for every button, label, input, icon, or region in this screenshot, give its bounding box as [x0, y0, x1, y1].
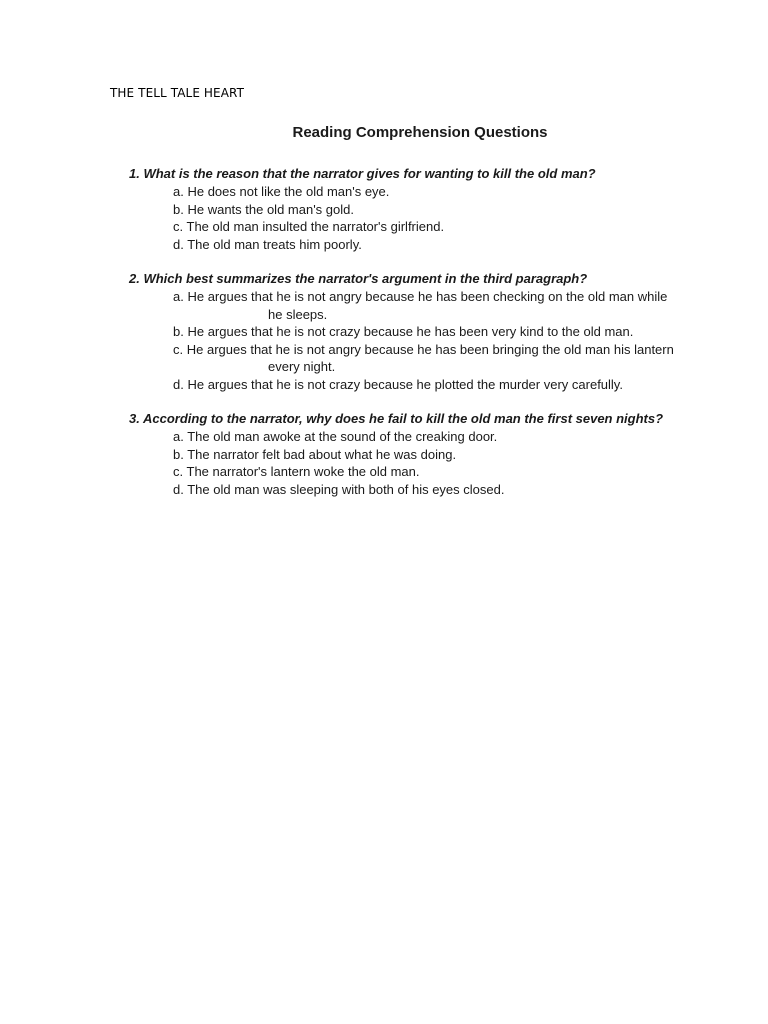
option-text: The narrator's lantern woke the old man.: [186, 464, 420, 479]
answer-option-d: [173, 481, 713, 499]
option-letter: a.: [173, 429, 184, 444]
page-title: Reading Comprehension Questions: [292, 124, 548, 141]
option-text: The old man was sleeping with both of his eyes closed.: [187, 481, 505, 497]
answer-option-a: [173, 428, 713, 446]
answer-option-d: [173, 376, 713, 394]
option-text-continued: every night.: [268, 359, 336, 374]
option-letter: d.: [173, 481, 184, 497]
document-header: THE TELL TALE HEART: [110, 86, 245, 100]
option-letter: a.: [173, 289, 184, 304]
answer-option-b: [173, 446, 713, 464]
question-1: [129, 165, 729, 253]
question-text: 1. What is the reason that the narrator gives for wanting to kill the old man?: [129, 166, 596, 181]
option-text: He argues that he is not crazy because he plotted the murder very carefully.: [187, 376, 623, 392]
option-text: The old man awoke at the sound of the creaking door.: [187, 429, 498, 444]
option-letter: d.: [173, 236, 184, 252]
option-text: He argues that he is not crazy because he has been very kind to the old man.: [187, 324, 634, 339]
option-letter: c.: [173, 341, 184, 357]
option-text-continued: he sleeps.: [268, 306, 328, 322]
question-text: 3. According to the narrator, why does he fail to kill the old man the first seven nights?: [129, 411, 664, 426]
option-text: He argues that he is not angry because he has been checking on the old man while: [187, 289, 668, 304]
option-text: The old man insulted the narrator's girlfriend.: [186, 219, 445, 234]
answer-option-b: [173, 323, 713, 341]
answer-options: [129, 183, 729, 253]
option-text: He does not like the old man's eye.: [187, 184, 390, 199]
answer-option-a: [173, 288, 713, 323]
option-text: He argues that he is not angry because he has been bringing the old man his lantern: [186, 341, 674, 357]
answer-option-c: [173, 463, 713, 481]
option-letter: c.: [173, 219, 184, 234]
option-letter: b.: [173, 324, 184, 339]
question-list: [129, 165, 729, 515]
option-letter: a.: [173, 184, 184, 199]
answer-option-a: [173, 183, 713, 201]
option-text: He wants the old man's gold.: [187, 201, 354, 217]
question-text: 2. Which best summarizes the narrator's argument in the third paragraph?: [129, 271, 588, 286]
option-text: The old man treats him poorly.: [187, 236, 362, 252]
answer-option-c: [173, 341, 713, 376]
answer-option-c: [173, 218, 713, 236]
question-3: [129, 410, 729, 498]
option-letter: d.: [173, 376, 184, 392]
answer-option-d: [173, 236, 713, 254]
option-text: The narrator felt bad about what he was doing.: [187, 446, 457, 462]
answer-option-b: [173, 201, 713, 219]
answer-options: [129, 288, 729, 393]
question-2: [129, 270, 729, 393]
option-letter: c.: [173, 464, 184, 479]
answer-options: [129, 428, 729, 498]
option-letter: b.: [173, 201, 184, 217]
option-letter: b.: [173, 446, 184, 462]
